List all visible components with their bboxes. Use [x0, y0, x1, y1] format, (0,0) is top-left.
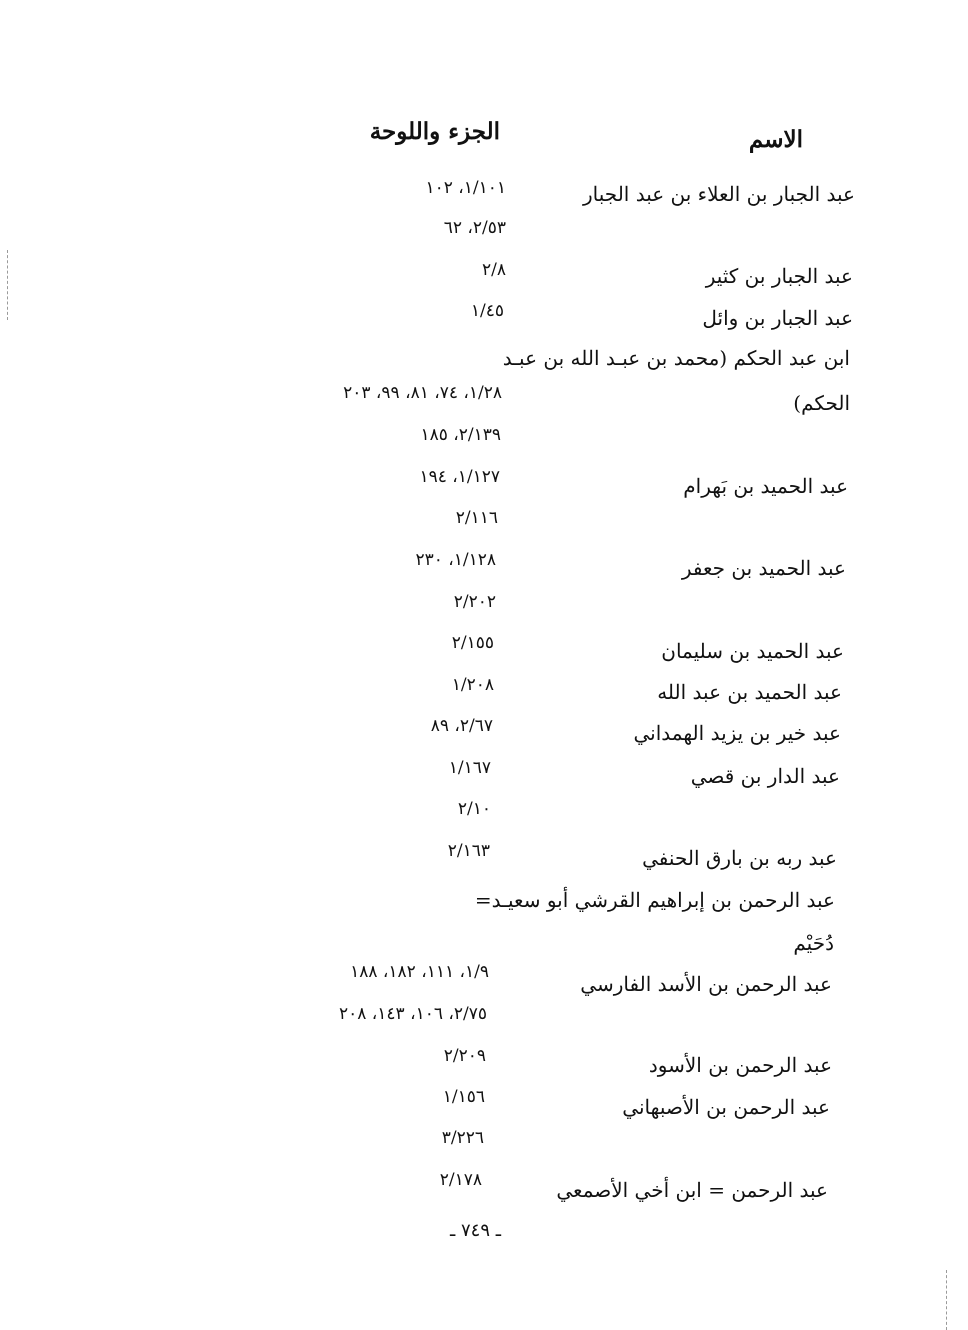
name-entry: عبد الحميد بن سليمان	[661, 639, 844, 663]
reference-entry: ١/١٠١، ١٠٢	[425, 178, 506, 198]
name-entry: الحكم)	[793, 391, 850, 415]
reference-entry: ١/١٢٨، ٢٣٠	[415, 550, 496, 570]
reference-entry: ١/٢٨، ٧٤، ٨١، ٩٩، ٢٠٣	[343, 383, 502, 403]
reference-entry: ٢/٢٠٢	[453, 592, 496, 612]
reference-entry: ٢/٢٠٩	[443, 1046, 486, 1066]
reference-entry: ٢/١٧٨	[439, 1170, 482, 1190]
reference-entry: ٢/٥٣، ٦٢	[443, 218, 506, 238]
reference-entry: ٢/١٠	[457, 799, 491, 819]
scan-edge-mark-left	[7, 250, 8, 320]
name-entry: عبد ربه بن بارق الحنفي	[642, 846, 837, 870]
name-entry: عبد الحميد بن عبد الله	[657, 680, 842, 704]
reference-entry: ٢/١١٦	[455, 508, 498, 528]
reference-entry: ٣/٢٢٦	[441, 1128, 484, 1148]
reference-entry: ٢/١٦٣	[447, 841, 490, 861]
reference-entry: ١/٤٥	[470, 301, 504, 321]
reference-entry: ٢/٧٥، ١٠٦، ١٤٣، ٢٠٨	[338, 1004, 487, 1024]
name-entry: عبد الرحمن بن الأسود	[648, 1053, 832, 1077]
name-entry: ابن عبد الحكم (محمد بن عبـد الله بن عبـد	[502, 346, 850, 370]
name-entry: عبد الحميد بن جعفر	[681, 556, 846, 580]
reference-entry: ٢/١٥٥	[451, 633, 494, 653]
name-entry: عبد الرحمن بن الأسد الفارسي	[580, 972, 832, 996]
reference-column-header: الجزء واللوحة	[369, 118, 500, 145]
name-entry: عبد الرحمن = ابن أخي الأصمعي	[556, 1178, 828, 1202]
reference-entry: ٢/١٣٩، ١٨٥	[420, 425, 501, 445]
name-entry: عبد الحميد بن بَهرام	[683, 474, 848, 498]
name-column-header: الاسم	[748, 126, 803, 153]
reference-entry: ٢/٨	[482, 260, 506, 280]
name-entry: عبد الجبار بن كثير	[705, 264, 853, 288]
name-entry: عبد الرحمن بن الأصبهاني	[622, 1095, 830, 1119]
page-number: ـ ٧٤٩ ـ	[450, 1220, 502, 1241]
reference-entry: ١/١٥٦	[442, 1087, 485, 1107]
name-entry: عبد الجبار بن وائل	[702, 306, 853, 330]
reference-entry: ١/١٦٧	[448, 758, 491, 778]
name-entry: عبد الجبار بن العلاء بن عبد الجبار	[583, 182, 855, 206]
name-entry: عبد الدار بن قصي	[690, 764, 840, 788]
name-entry: عبد الرحمن بن إبراهيم القرشي أبو سعيـد=	[474, 888, 835, 912]
reference-entry: ١/١٢٧، ١٩٤	[419, 467, 500, 487]
name-entry: عبد خير بن يزيد الهمداني	[633, 721, 841, 745]
reference-entry: ١/٢٠٨	[451, 675, 494, 695]
name-entry: دُحَيْم	[793, 931, 834, 955]
scan-edge-mark-right	[946, 1270, 947, 1330]
reference-entry: ١/٩، ١١١، ١٨٢، ١٨٨	[350, 962, 489, 982]
reference-entry: ٢/٦٧، ٨٩	[430, 716, 493, 736]
